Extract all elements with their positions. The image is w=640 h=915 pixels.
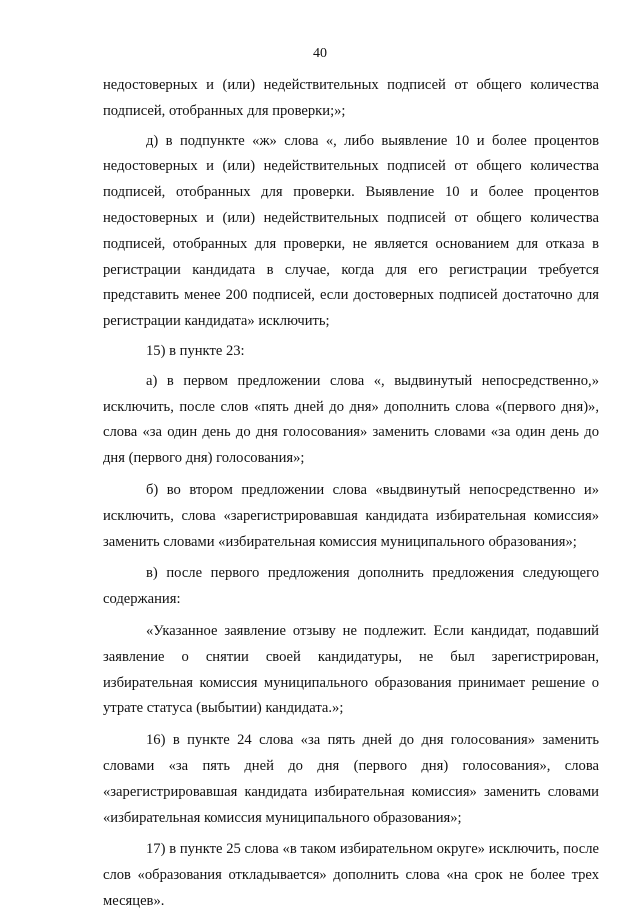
paragraph-subitem-v: в) после первого предложения дополнить предложения следующего содержания: [103, 565, 599, 608]
page-number: 40 [313, 46, 327, 61]
paragraph-item-17: 17) в пункте 25 слова «в таком избирательном округе» исключить, после слов «образования откладывается» дополнить слова «на срок не более трех месяцев». [103, 841, 599, 909]
paragraph-item-15: 15) в пункте 23: [146, 342, 245, 359]
paragraph-quoted-text: «Указанное заявление отзыву не подлежит. Если кандидат, подавший заявление о снятии своей кандидатуры, не был зарегистрирован, избирательная комиссия муниципального образования принимает решение о утрате статуса (выбытии) кандидата.»; [103, 622, 599, 717]
document-body [103, 73, 599, 915]
paragraph-continuation: недостоверных и (или) недействительных подписей от общего количества подписей, отобранных для проверки;»; [103, 77, 599, 119]
paragraph-subitem-a: а) в первом предложении слова «, выдвинутый непосредственно,» исключить, после слов «пять дней до дня» дополнить слова «(первого дня)», слова «за один день до дня голосования» заменить словами «за один день до дня (первого дня) голосования»; [103, 372, 599, 467]
paragraph-subitem-d: д) в подпункте «ж» слова «, либо выявление 10 и более процентов недостоверных и (или) недействительных подписей от общего количества подписей, отобранных для проверки. Выявление 10 и более процентов недостоверных и (или) недействительных подписей от общего количества подписей, отобранных для проверки, не является основанием для отказа в регистрации кандидата в случае, когда для его регистрации требуется представить менее 200 подписей, если достоверных подписей достаточно для регистрации кандидата» исключить; [103, 132, 599, 330]
paragraph-item-16: 16) в пункте 24 слова «за пять дней до дня голосования» заменить словами «за пять дней до дня (первого дня) голосования», слова «зарегистрировавшая кандидата избирательная комиссия» заменить словами «избирательная комиссия муниципального образования»; [103, 732, 599, 826]
paragraph-subitem-b: б) во втором предложении слова «выдвинутый непосредственно и» исключить, слова «зарегистрировавшая кандидата избирательная комиссия» заменить словами «избирательная комиссия муниципального образования»; [103, 481, 599, 550]
